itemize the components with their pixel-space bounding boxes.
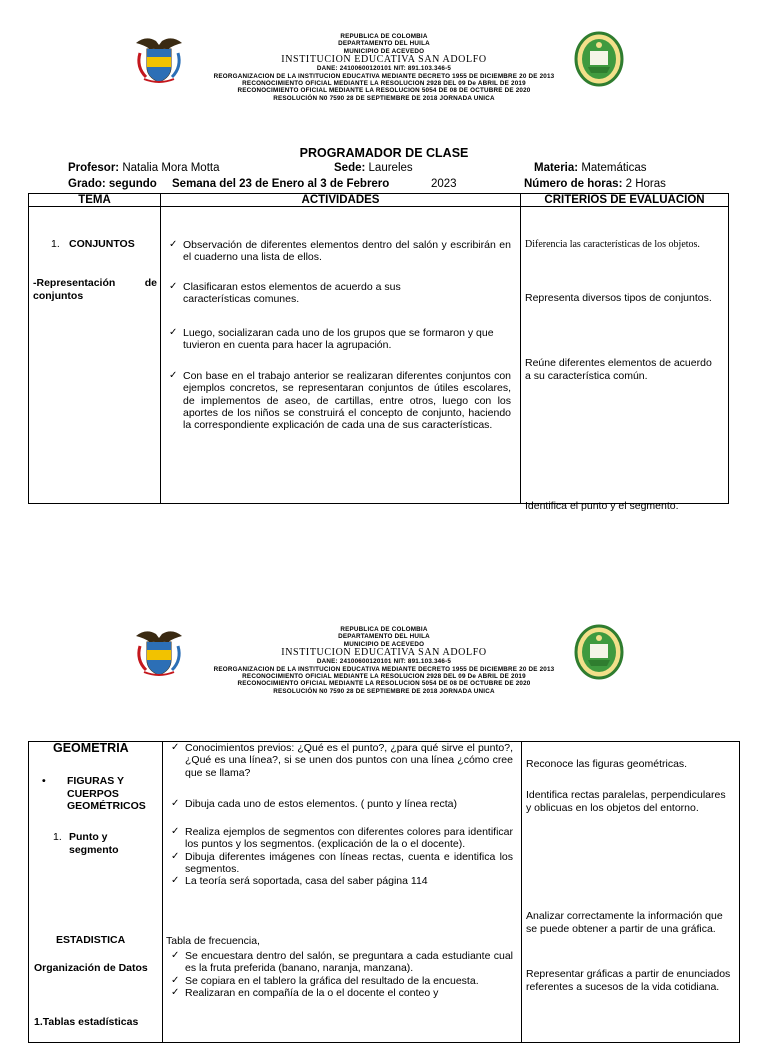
sede-value: Laureles [368, 162, 413, 174]
bullet-icon: • [42, 775, 46, 787]
criterio-item: Representar gráficas a partir de enunciados referentes a sucesos de la vida cotidiana. [526, 968, 731, 993]
actividad-list-dibuja [163, 798, 513, 810]
decree-line: REORGANIZACION DE LA INSTITUCION EDUCATIVA MEDIANTE DECRETO 1955 DE DICIEMBRE 20 DE 2013 [213, 665, 555, 673]
criterio-item: Reúne diferentes elementos de acuerdo a su característica común. [525, 357, 712, 382]
resolution-line-1: RECONOCIMIENTO OFICIAL MEDIANTE LA RESOLUCION 2928 DEL 09 De ABRIL DE 2019 [242, 673, 526, 681]
actividad-item: ✓ Observación de diferentes elementos dentro del salón y escribirán en el cuaderno una lista de ellos. [169, 239, 511, 264]
tema-estadistica: ESTADISTICA [56, 934, 126, 946]
actividad-list-2 [161, 281, 461, 306]
departamento-line: DEPARTAMENTO DEL HUILA [338, 40, 430, 48]
semana-value: Semana del 23 de Enero al 3 de Febrero [172, 178, 390, 190]
checkmark-icon: ✓ [169, 370, 178, 381]
letterhead-second-page [0, 624, 768, 719]
horas-value: 2 Horas [625, 178, 666, 190]
checkmark-icon: ✓ [171, 986, 180, 998]
tema-cell [29, 207, 161, 504]
tema-number: 1. [51, 238, 60, 250]
actividad-list-previos [163, 742, 513, 779]
tabla-frecuencia-label: Tabla de frecuencia, [166, 935, 260, 947]
actividad-list-segmentos [163, 826, 513, 887]
checkmark-icon: ✓ [171, 974, 180, 986]
actividad-item: ✓ Con base en el trabajo anterior se realizaran diferentes conjuntos con ejemplos concretos, se representaran conjuntos de útiles escolares, de implementos de aseo, de cartillas, entre otros, luego con los aportes de los niños se construirá el concepto de conjunto, haciendo la correspondiente explicación de cada una de sus características. [169, 370, 511, 432]
actividad-item: ✓ Se encuestara dentro del salón, se preguntara a cada estudiante cual es la fruta preferida (banano, naranja, manzana). [171, 950, 513, 975]
municipio-line: MUNICIPIO DE ACEVEDO [343, 47, 425, 55]
institution-header-text [150, 626, 618, 695]
resolution-line-2: RECONOCIMIENTO OFICIAL MEDIANTE LA RESOLUCION 5054 DE 08 DE OCTUBRE DE 2020 [237, 87, 531, 95]
republica-line: REPUBLICA DE COLOMBIA [340, 33, 428, 40]
tema-geometria: GEOMETRIA [53, 741, 129, 755]
grado-field [68, 178, 157, 190]
criterios-cell [522, 742, 740, 1043]
tema-subtitle: -Representación de conjuntos [33, 277, 157, 302]
actividad-item: ✓ La teoría será soportada, casa del saber página 114 [171, 875, 428, 888]
criterio-item: Identifica rectas paralelas, perpendiculares y oblicuas en los objetos del entorno. [526, 789, 726, 814]
resolution-line-3: RESOLUCIÓN N0 7590 28 DE SEPTIEMBRE DE 2018 JORNADA UNICA [273, 94, 495, 102]
tema-figuras: FIGURAS Y CUERPOS GEOMÉTRICOS [67, 775, 146, 812]
actividad-item: ✓ Se copiara en el tablero la gráfica del resultado de la encuesta. [171, 974, 479, 987]
materia-field [534, 162, 647, 174]
dane-line: DANE: 24100600120101 NIT: 891.103.346-5 [316, 658, 452, 666]
institution-header-text [150, 33, 618, 102]
checkmark-icon: ✓ [169, 281, 178, 292]
checkmark-icon: ✓ [169, 239, 178, 250]
materia-label: Materia: [534, 162, 579, 174]
institucion-line: INSTITUCION EDUCATIVA SAN ADOLFO [281, 647, 487, 659]
profesor-field [68, 162, 219, 174]
actividad-list-3 [161, 327, 511, 352]
tema-organizacion: Organización de Datos [34, 962, 148, 974]
actividad-item: ✓ Dibuja cada uno de estos elementos. ( punto y línea recta) [171, 798, 457, 810]
criterios-cell [521, 207, 729, 512]
actividad-item: ✓ Realiza ejemplos de segmentos con diferentes colores para identificar los puntos y los segmentos. (explicación de la o el docente). [171, 826, 513, 851]
tema-punto-segmento: Punto y segmento [69, 831, 119, 856]
class-plan-table [28, 193, 729, 512]
checkmark-icon: ✓ [171, 742, 180, 753]
republica-line: REPUBLICA DE COLOMBIA [340, 626, 428, 633]
criterio-item: Diferencia las características de los objetos. [525, 239, 700, 250]
institucion-line: INSTITUCION EDUCATIVA SAN ADOLFO [281, 54, 487, 66]
checkmark-icon: ✓ [171, 850, 180, 862]
actividad-item: ✓ Luego, socializaran cada uno de los grupos que se formaron y que tuvieron en cuenta para hacer la agrupación. [169, 327, 494, 352]
profesor-label: Profesor: [68, 162, 120, 174]
header-actividades: ACTIVIDADES [161, 194, 521, 207]
tema-tablas: 1.Tablas estadísticas [34, 1016, 139, 1028]
actividades-cell [163, 742, 522, 1043]
municipio-line: MUNICIPIO DE ACEVEDO [343, 640, 425, 648]
checkmark-icon: ✓ [171, 950, 180, 961]
resolution-line-2: RECONOCIMIENTO OFICIAL MEDIANTE LA RESOLUCION 5054 DE 08 DE OCTUBRE DE 2020 [237, 680, 531, 688]
tema-cell [29, 742, 163, 1043]
school-seal-icon [574, 624, 624, 680]
actividad-list-encuesta [163, 950, 513, 999]
header-criterios: CRITERIOS DE EVALUACION [521, 194, 729, 207]
grado-label: Grado: segundo [68, 178, 157, 190]
tema-title: CONJUNTOS [69, 238, 135, 250]
decree-line: REORGANIZACION DE LA INSTITUCION EDUCATIVA MEDIANTE DECRETO 1955 DE DICIEMBRE 20 DE 2013 [213, 72, 555, 80]
resolution-line-1: RECONOCIMIENTO OFICIAL MEDIANTE LA RESOLUCION 2928 DEL 09 De ABRIL DE 2019 [242, 80, 526, 88]
checkmark-icon: ✓ [171, 798, 180, 809]
page-title: PROGRAMADOR DE CLASE [299, 146, 469, 160]
horas-label: Número de horas: [524, 178, 623, 190]
checkmark-icon: ✓ [169, 327, 178, 338]
profesor-value: Natalia Mora Motta [122, 162, 220, 174]
sede-label: Sede: [334, 162, 366, 174]
criterio-item: Analizar correctamente la información que se puede obtener a partir de una gráfica. [526, 910, 723, 935]
actividad-list-1 [161, 239, 511, 264]
actividad-list-4 [161, 370, 511, 431]
header-tema: TEMA [29, 194, 161, 207]
checkmark-icon: ✓ [171, 875, 180, 887]
sede-field [334, 162, 413, 174]
actividad-item: ✓ Conocimientos previos: ¿Qué es el punto?, ¿para qué sirve el punto?, ¿Qué es una línea?, si se unen dos puntos con una línea ¿cómo cree que se llama? [171, 742, 513, 779]
resolution-line-3: RESOLUCIÓN N0 7590 28 DE SEPTIEMBRE DE 2018 JORNADA UNICA [273, 687, 495, 695]
actividad-item: ✓ Clasificaran estos elementos de acuerdo a sus características comunes. [169, 281, 401, 306]
year-value: 2023 [431, 178, 457, 190]
class-plan-table-continued [28, 741, 740, 1043]
school-seal-icon [574, 31, 624, 87]
criterio-item: Identifica el punto y el segmento. [525, 500, 679, 512]
semana-field [172, 178, 389, 190]
horas-field [524, 178, 666, 190]
dane-line: DANE: 24100600120101 NIT: 891.103.346-5 [316, 65, 452, 73]
tema-number: 1. [53, 831, 62, 843]
letterhead-top [0, 31, 768, 126]
checkmark-icon: ✓ [171, 826, 180, 837]
departamento-line: DEPARTAMENTO DEL HUILA [338, 633, 430, 641]
actividad-item: ✓ Realizaran en compañía de la o el docente el conteo y [171, 986, 439, 999]
criterio-item: Reconoce las figuras geométricas. [526, 758, 688, 770]
actividades-cell [161, 207, 521, 504]
criterio-item: Representa diversos tipos de conjuntos. [525, 292, 712, 304]
materia-value: Matemáticas [581, 162, 647, 174]
actividad-item: ✓ Dibuja diferentes imágenes con líneas rectas, cuenta e identifica los segmentos. [171, 850, 513, 875]
